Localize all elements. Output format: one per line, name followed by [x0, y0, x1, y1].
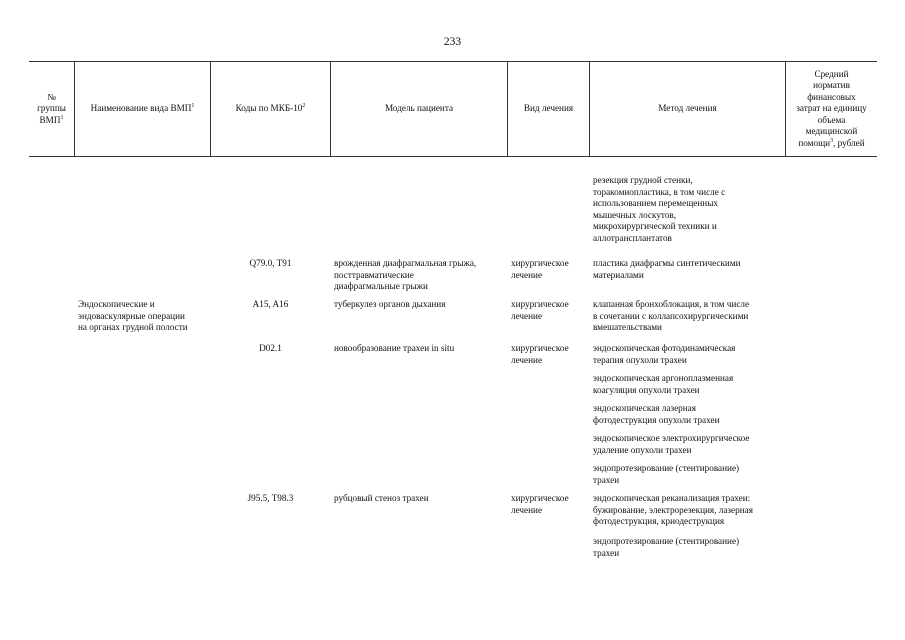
treatment-method: эндоскопическое электрохирургическое удаление опухоли трахеи [593, 433, 750, 455]
treatment-method: эндоскопическая аргоноплазменная коагуляция опухоли трахеи [593, 373, 734, 395]
treatment-method: эндопротезирование (стентирование) трахеи [593, 536, 740, 558]
treatment-type: хирургическое лечение [511, 299, 569, 321]
header-average-cost: Средний норматив финансовых затрат на единицу объема медицинской помощи$^3$, рублей [796, 68, 867, 148]
header-treatment-type: Вид лечения [523, 103, 574, 114]
treatment-method: клапанная бронхоблокация, в том числе в сочетании с коллапсохирургическими вмешательствами [593, 299, 750, 332]
header-vmp-name: Наименование вида ВМП$^1$ [90, 103, 195, 114]
patient-model: туберкулез органов дыхания [334, 299, 446, 309]
icd-code: J95.5, T98.3 [247, 493, 294, 503]
treatment-method: эндопротезирование (стентирование) трахеи [593, 463, 740, 485]
icd-code: A15, A16 [252, 299, 289, 309]
header-group-number: № группы ВМП$^1$ [37, 91, 66, 125]
treatment-type: хирургическое лечение [511, 493, 569, 515]
treatment-method: эндоскопическая реканализация трахеи: бужирование, электрорезекция, лазерная фотодеструкция, криодеструкция [593, 493, 753, 526]
icd-code: Q79.0, T91 [249, 258, 292, 268]
header-bottom-rule [29, 156, 877, 157]
treatment-type: хирургическое лечение [511, 258, 569, 280]
vmp-name: Эндоскопические и эндоваскулярные операции на органах грудной полости [78, 299, 188, 332]
header-patient-model: Модель пациента [384, 103, 454, 114]
page-number: 233 [443, 36, 462, 48]
patient-model: рубцовый стеноз трахеи [334, 493, 429, 503]
icd-code: D02.1 [259, 343, 282, 353]
treatment-method: эндоскопическая фотодинамическая терапия опухоли трахеи [593, 343, 736, 365]
treatment-method: резекция грудной стенки, торакомиопластика, в том числе с использованием перемещенных мышечных лоскутов, микрохирургической техники и аллотрансплантатов [593, 175, 726, 243]
treatment-type: хирургическое лечение [511, 343, 569, 365]
header-icd-codes: Коды по МКБ-$10^2$ [235, 103, 306, 114]
treatment-method: эндоскопическая лазерная фотодеструкция опухоли трахеи [593, 403, 720, 425]
header-treatment-method: Метод лечения [658, 103, 717, 114]
treatment-method: пластика диафрагмы синтетическими материалами [593, 258, 741, 280]
patient-model: врожденная диафрагмальная грыжа, посттравматические диафрагмальные грыжи [334, 258, 477, 291]
patient-model: новообразование трахеи in situ [334, 343, 455, 353]
